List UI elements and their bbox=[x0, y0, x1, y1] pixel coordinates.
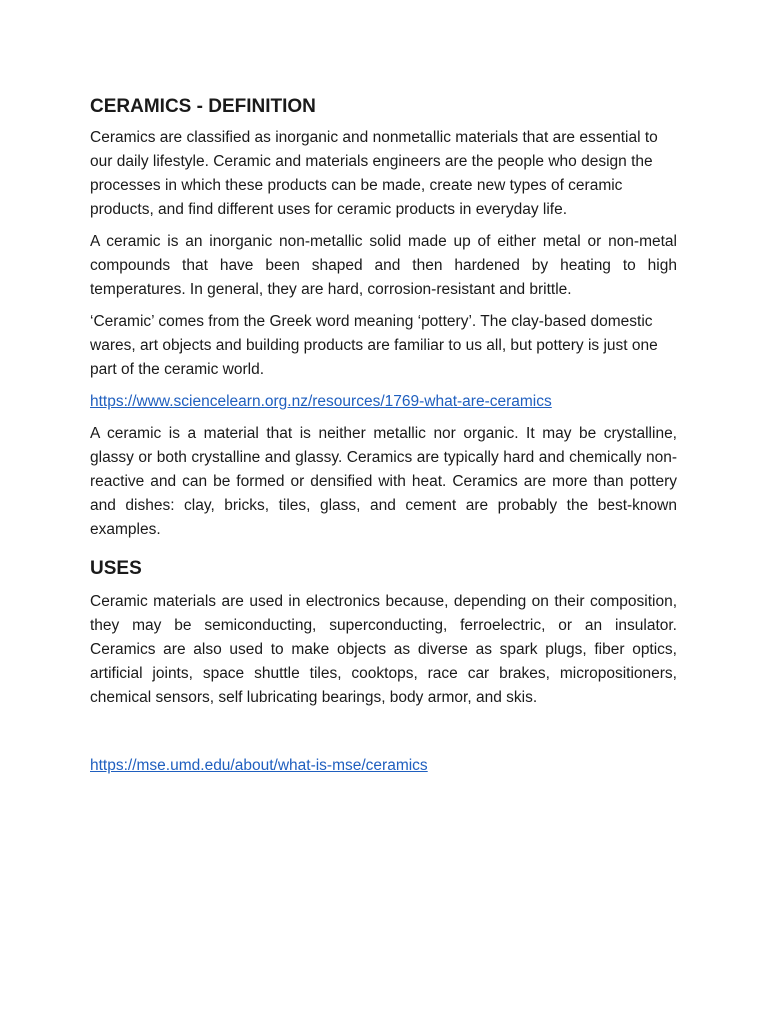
paragraph-greek-origin: ‘Ceramic’ comes from the Greek word meaning ‘pottery’. The clay-based domestic wares, art objects and building products are familiar to us all, but pottery is just one part of the ceramic world. bbox=[90, 313, 658, 378]
spacer bbox=[90, 718, 677, 754]
link-umd[interactable]: https://mse.umd.edu/about/what-is-mse/ceramics bbox=[90, 757, 428, 774]
document-page bbox=[90, 94, 677, 786]
paragraph-uses: Ceramic materials are used in electronics because, depending on their composition, they may be semiconducting, superconducting, ferroelectric, or an insulator. Ceramics are also used to make objects as diverse as spark plugs, fiber optics, artificial joints, space shuttle tiles, cooktops, race car brakes, micropositioners, chemical sensors, self lubricating bearings, body armor, and skis. bbox=[90, 593, 677, 706]
heading-definition: CERAMICS - DEFINITION bbox=[90, 96, 316, 117]
paragraph-inorganic-solid: A ceramic is an inorganic non-metallic solid made up of either metal or non-metal compounds that have been shaped and then hardened by heating to high temperatures. In general, they are hard, corrosion-resistant and brittle. bbox=[90, 233, 677, 298]
link-row-umd bbox=[90, 754, 677, 778]
link-row-sciencelearn bbox=[90, 390, 677, 414]
paragraph-material-description: A ceramic is a material that is neither metallic nor organic. It may be crystalline, glassy or both crystalline and glassy. Ceramics are typically hard and chemically non-reactive and can be formed or densified with heat. Ceramics are more than pottery and dishes: clay, bricks, tiles, glass, and cement are probably the best-known examples. bbox=[90, 425, 677, 538]
link-sciencelearn[interactable]: https://www.sciencelearn.org.nz/resources/1769-what-are-ceramics bbox=[90, 393, 552, 410]
paragraph-classification: Ceramics are classified as inorganic and nonmetallic materials that are essential to our daily lifestyle. Ceramic and materials engineers are the people who design the processes in which these products can be made, create new types of ceramic products, and find different uses for ceramic products in everyday life. bbox=[90, 129, 658, 218]
heading-uses: USES bbox=[90, 558, 142, 579]
